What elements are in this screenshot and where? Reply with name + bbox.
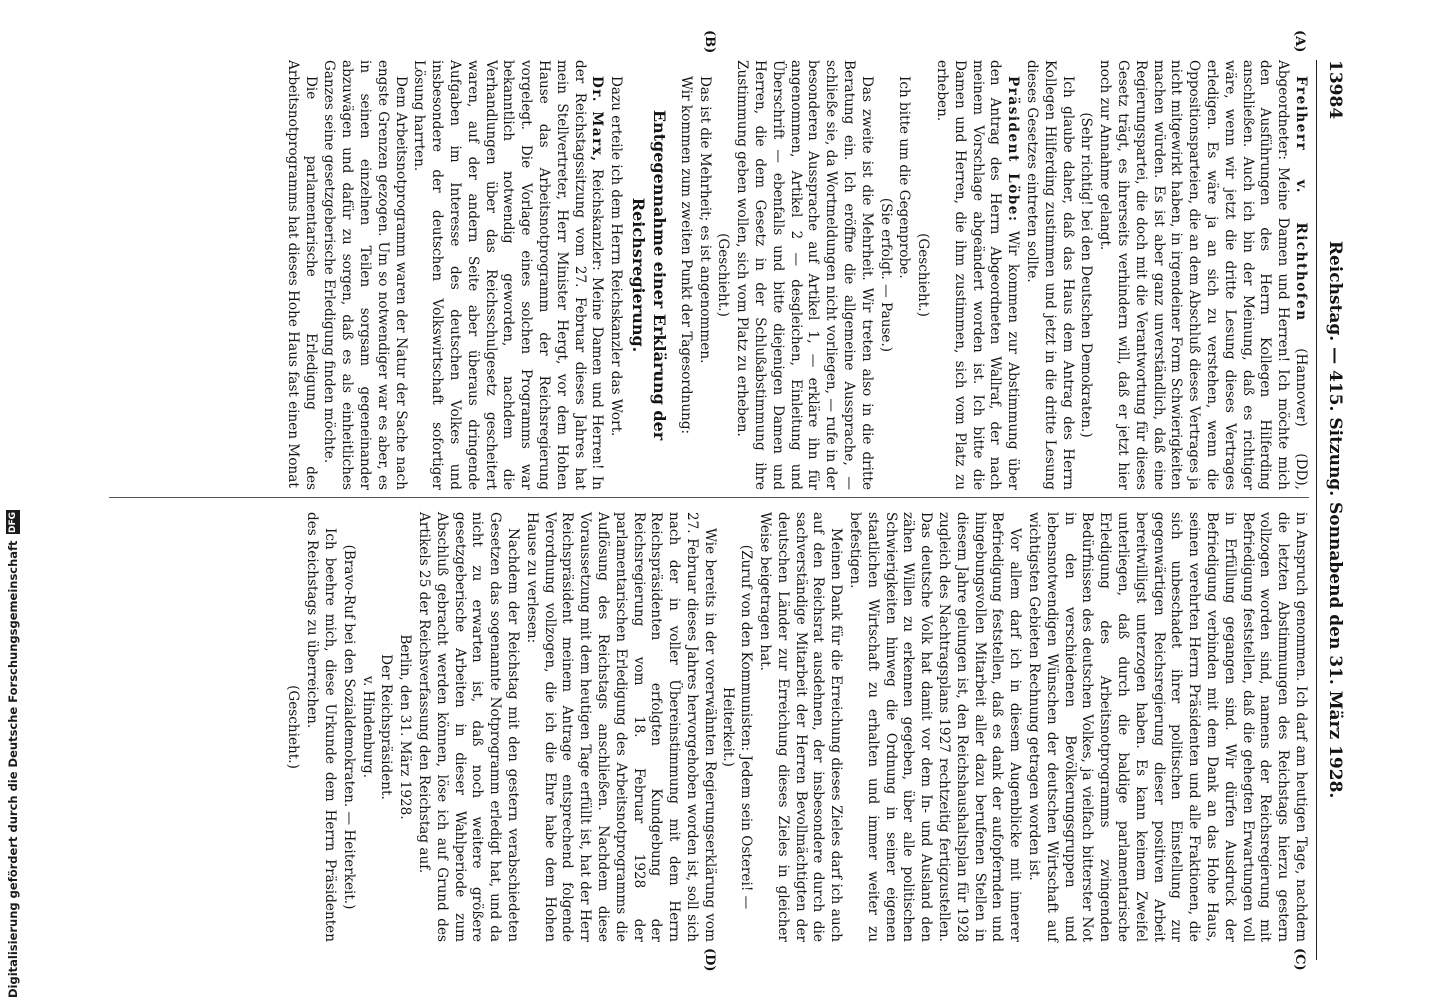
- interjection: (Sehr richtig! bei den Deutschen Demokraten.): [1078, 112, 1095, 438]
- margin-marker-a: (A): [1292, 30, 1307, 53]
- paragraph: Ich glaube daher, daß das Haus dem Antrag des Herrn Kollegen Hilferding zustimmen und jetzt in die dritte Lesung dieses Gesetzes eintreten sollte.: [1024, 60, 1076, 490]
- paragraph: Ich beehre mich, diese Urkunde dem Herrn Präsidenten des Reichstags zu überreichen.: [304, 512, 338, 942]
- stage-direction: (Geschieht.): [285, 685, 302, 769]
- page-number: 13984: [1325, 60, 1345, 120]
- paragraph: Freiherr v. Richthofen (Hannover) (DD), Abgeordneter: Meine Damen und Herren! Ich möchte mich den Ausführungen des Herrn Kollegen Hilferding anschließen. Auch ich bin der Meinung, daß es richtiger wäre, wenn wir jetzt die dritte Lesung dieses Vertrages erledigen. Es wäre ja an sich zu verstehen, wenn die Oppositionsparteien, die an dem Abschluß dieses Vertrages ja nicht mitgewirkt haben, in irgendeiner Form Schwierigkeiten machen würden. Es ist aber ganz unverständlich, daß eine Regierungspartei, die doch mit die Verantwortung für dieses Gesetz trägt, es ihrerseits verhindern will, daß er jetzt hier noch zur Annahme gelangt.: [1097, 60, 1309, 490]
- paragraph: Das ist die Mehrheit; es ist angenommen.: [696, 76, 713, 364]
- paragraph: in Anspruch genommen. Ich darf am heutigen Tage, nachdem die letzten Abstimmungen des Reichstags hierzu gestern vollzogen worden sind, namens der Reichsregierung mit Befriedigung feststellen, daß die gehegten Erwartungen voll in Erfüllung gegangen sind. Wir dürfen Ausdruck der Befriedigung verbinden mit dem Dank an das Hohe Haus, seinen verehrten Herrn Präsidenten und alle Fraktionen, die sich unbeschadet ihrer politischen Einstellung zur gegenwärtigen Reichsregierung dieser positiven Arbeit bereitwilligst unterzogen haben. Es kann keinem Zweifel unterliegen, daß durch die baldige parlamentarische Erledigung des Arbeitsnotprogramms zwingenden Bedürfnissen des deutschen Volkes, ja vielfach bitterster Not in den verschiedenen Bevölkerungsgruppen und lebensnotwendigen Wünschen der deutschen Wirtschaft auf wichtigsten Gebieten Rechnung getragen worden ist.: [1026, 512, 1309, 942]
- dfg-logo: DFG: [8, 511, 18, 533]
- paragraph: Meinen Dank für die Erreichung dieses Zieles darf ich auch auf den Reichsrat ausdehnen, der insbesondere durch die sachverständige Mitarbeit der Herren Bevollmächtigten der deutschen Länder zur Erreichung dieses Zieles in gleicher Weise beigetragen hat.: [757, 512, 845, 942]
- margin-marker-d: (D): [702, 948, 717, 972]
- speaker-name: Freiherr v. Richthofen: [1293, 76, 1309, 322]
- left-column: [282, 60, 1309, 490]
- paragraph: Wie bereits in der vorerwähnten Regierungserklärung vom 27. Februar dieses Jahres hervorgehoben worden ist, soll sich nach der in voller Übereinstimmung mit dem Herrn Reichspräsidenten erfolgten Kundgebung der Reichsregierung vom 18. Februar 1928 der parlamentarischen Erledigung des Arbeitsnotprogramms die Auflösung des Reichstags anschließen. Nachdem diese Voraussetzung mit dem heutigen Tage erfüllt ist, hat der Herr Reichspräsident meinem Antrage entsprechend folgende Verordnung vollzogen, die ich die Ehre habe dem Hohen Hause zu verlesen:: [523, 512, 718, 942]
- paragraph: Dr. Marx, Reichskanzler: Meine Damen und Herren! In der Reichstagssitzung vom 27. Februar dieses Jahres hat mein Stellvertreter, Herr Minister Hergt, vor dem Hohen Hause das Arbeitsnotprogramm der Reichsregierung vorgelegt. Die Vorlage eines solchen Programms war bekanntlich notwendig geworden, nachdem die Verhandlungen über das Reichsschulgesetz gescheitert waren, auf der andern Seite aber überaus dringende Aufgaben im Interesse des deutschen Volkes und insbesondere der deutschen Volkswirtschaft sofortiger Lösung harrten.: [411, 60, 606, 491]
- paragraph: Vor allem darf ich in diesem Augenblicke mit innerer Befriedigung feststellen, daß es dank der aufopfernden und hingebungsvollen Mitarbeit aller dazu berufenen Stellen in diesem Jahre gelungen ist, den Reichshaushaltsplan für 1928 zugleich des Nachtragsplans 1927 rechtzeitig fertigzustellen. Das deutsche Volk hat damit vor dem In- und Ausland den zähen Willen zu erkennen gegeben, über alle politischen Schwierigkeiten hinweg die Ordnung in seiner eigenen staatlichen Wirtschaft zu erhalten und immer weiter zu befestigen.: [847, 512, 1024, 942]
- paragraph: Wir kommen zum zweiten Punkt der Tagesordnung:: [677, 76, 694, 435]
- decree-date: Berlin, den 31. März 1928.: [397, 634, 414, 820]
- paragraph: Dazu erteile ich dem Herrn Reichskanzler das Wort.: [608, 76, 625, 437]
- paragraph: Die parlamentarische Erledigung des Arbeitsnotprogramms hat dieses Hohe Haus fast einen Monat: [284, 60, 319, 490]
- margin-marker-c: (C): [1292, 948, 1307, 971]
- margin-marker-b: (B): [702, 30, 717, 54]
- column-divider: [109, 497, 1309, 498]
- right-column: [283, 512, 1309, 942]
- document-page: [57, 0, 1357, 1000]
- paragraph: Dem Arbeitsnotprogramm waren der Natur der Sache nach engste Grenzen gezogen. Um so notwendiger war es aber, es in seinen einzelnen Teilen sorgsam gegeneinander abzuwägen und dafür zu sorgen, daß es als einheitliches Ganzes seine gesetzgeberische Erledigung finden möchte.: [321, 60, 409, 490]
- paragraph: Präsident Löbe: Wir kommen zur Abstimmung über den Antrag des Herrn Abgeordneten Wallraf, der nach meinem Vorschlage abgeändert worden ist. Ich bitte die Damen und Herren, die ihm zustimmen, sich vom Platz zu erheben.: [934, 60, 1022, 491]
- running-header: [1321, 60, 1349, 960]
- interjection: (Zuruf von den Kommunisten: Jedem sein Osterei! — Heiterkeit.): [720, 544, 755, 910]
- page-title: Reichstag. — 415. Sitzung. Sonnabend den 31. März 1928.: [1325, 240, 1345, 799]
- decree-signatory-title: Der Reichspräsident.: [378, 654, 395, 800]
- speaker-name: Dr. Marx,: [589, 76, 606, 163]
- section-heading: Entgegennahme einer Erklärung der Reichsregierung.: [629, 109, 670, 441]
- stage-direction: (Geschieht.): [715, 233, 732, 317]
- digitization-credit: [4, 8, 22, 998]
- header-rule: [1316, 60, 1317, 960]
- paragraph: Das zweite ist die Mehrheit. Wir treten also in die dritte Beratung ein. Ich eröffne die allgemeine Aussprache, — schließe sie, da Wortmeldungen nicht vorliegen, — rufe in der besonderen Aussprache auf Artikel 1, — erkläre ihn für angenommen, Artikel 2 — desgleichen, Einleitung und Überschrift — ebenfalls und bitte diejenigen Damen und Herren, die dem Gesetz in der Schlußabstimmung ihre Zustimmung geben wollen, sich vom Platz zu erheben.: [734, 60, 875, 490]
- stage-direction: (Geschieht.): [915, 233, 932, 317]
- speaker-name: Präsident Löbe:: [1005, 76, 1022, 223]
- credit-text: Digitalisierung gefördert durch die Deutsche Forschungsgemeinschaft: [6, 540, 20, 998]
- stage-direction: (Sie erfolgt. — Pause.): [877, 197, 894, 353]
- decree-text: Nachdem der Reichstag mit den gestern verabschiedeten Gesetzen das sogenannte Notprogramm erledigt hat, und da nicht zu erwarten ist, daß noch weitere größere gesetzgeberische Arbeiten in dieser Wahlperiode zum Abschluß gebracht werden können, löse ich auf Grund des Artikels 25 der Reichsverfassung den Reichstag auf.: [415, 512, 521, 942]
- paragraph: Ich bitte um die Gegenprobe.: [896, 76, 913, 279]
- decree-signature: v. Hindenburg.: [359, 675, 376, 779]
- interjection: (Bravo-Ruf bei den Sozialdemokraten. — Heiterkeit.): [340, 544, 357, 910]
